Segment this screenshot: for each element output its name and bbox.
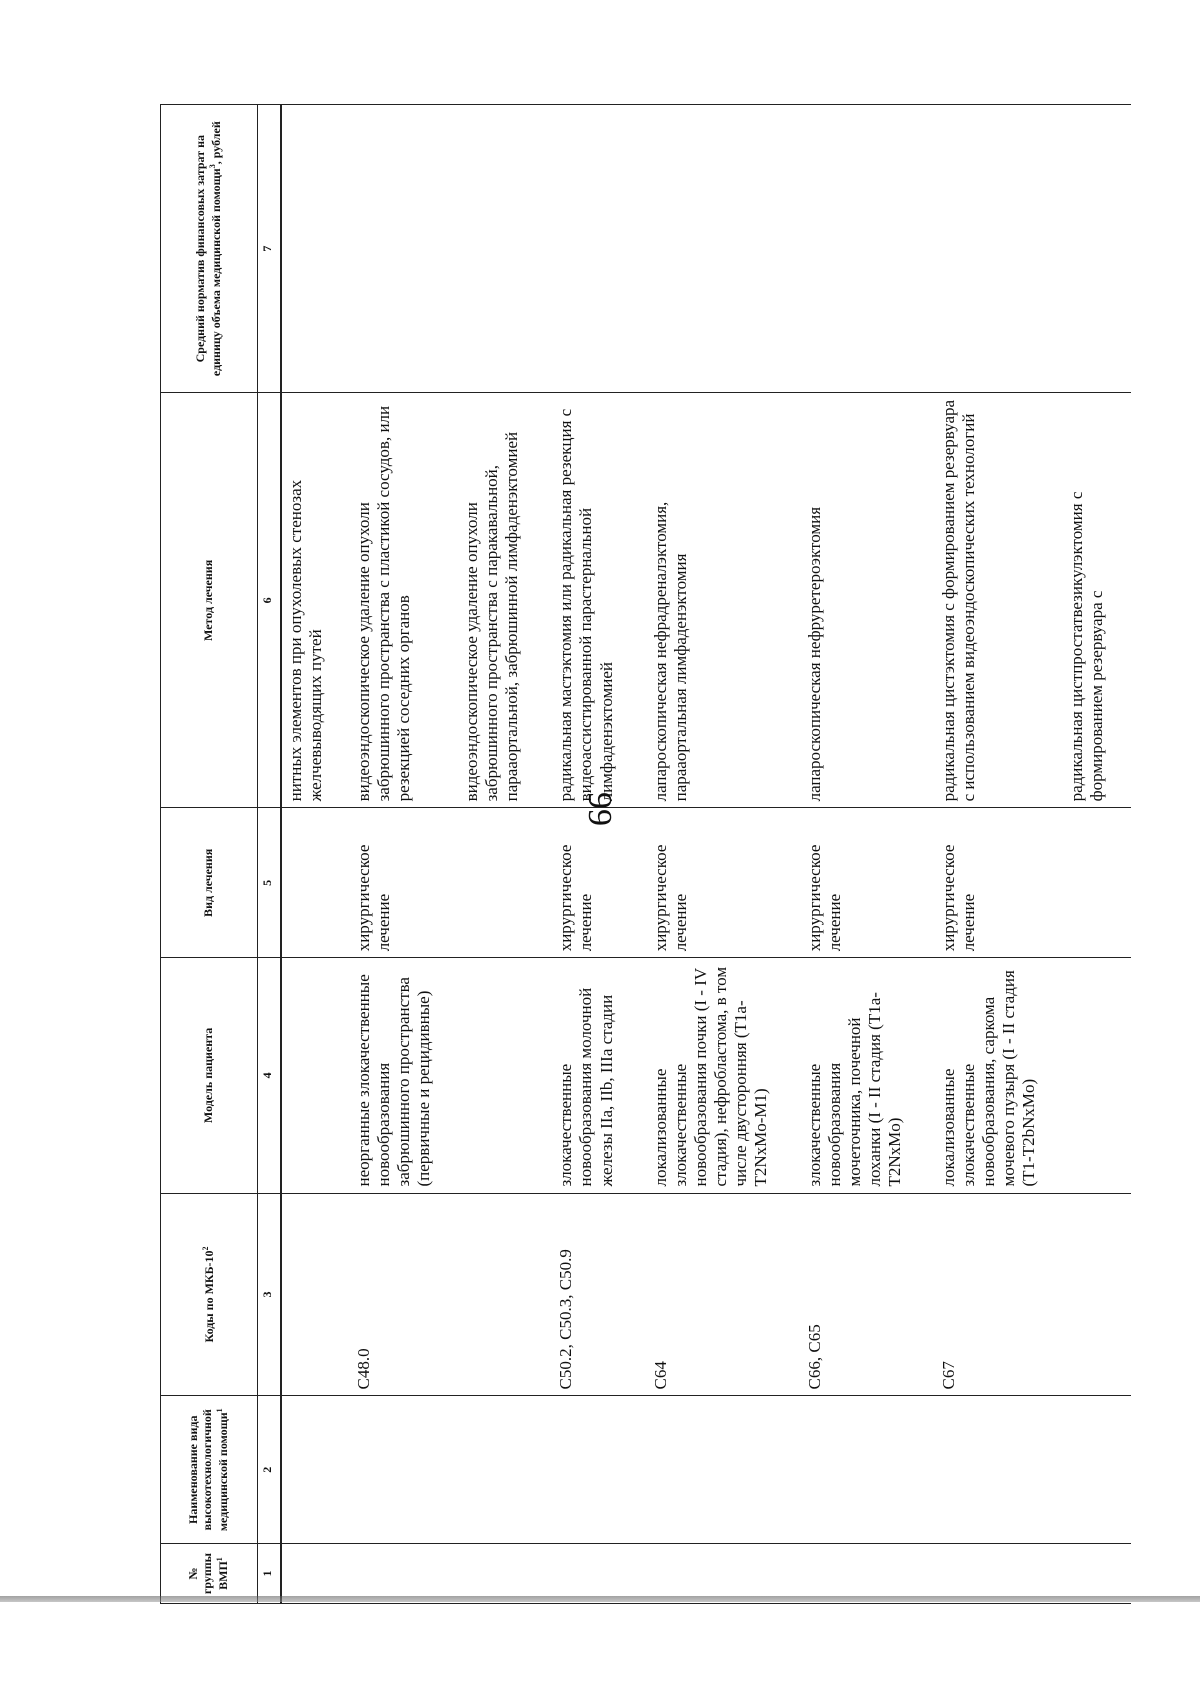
- cell-type: хирургическое лечение: [935, 808, 1063, 958]
- cell-codes: C64: [647, 1193, 801, 1396]
- header-row: [161, 105, 258, 1604]
- cell-type: хирургическое лечение: [552, 808, 646, 958]
- table-row: [458, 105, 552, 1604]
- column-number-row: [258, 105, 282, 1604]
- cell-model: локализованные злокачественные новообразования, саркома мочевого пузыря (I - II стадия (T1-T2bNxMo): [935, 958, 1063, 1193]
- cell-group: [350, 1544, 458, 1604]
- header-vmp-name: Наименование вида высокотехнологичной медицинской помощи$^1$: [161, 1396, 258, 1544]
- cell-method: лапароскопическая нефруретероэктомия: [801, 393, 935, 808]
- cell-name: [281, 1396, 350, 1544]
- table-row: [552, 105, 646, 1604]
- cell-codes: C66, C65: [801, 1193, 935, 1396]
- cell-codes: C50.2, C50.3, C50.9: [552, 1193, 646, 1396]
- cell-method: видеоэндоскопическое удаление опухоли забрюшинного пространства с паракавальной, парааортальной, забрюшинной лимфаденэктомией: [458, 393, 552, 808]
- cell-model: [1063, 958, 1131, 1193]
- column-number: 2: [258, 1396, 282, 1544]
- cell-cost: [552, 105, 646, 393]
- header-patient-model: Модель пациента: [161, 958, 258, 1193]
- column-number: 6: [258, 393, 282, 808]
- cell-type: хирургическое лечение: [647, 808, 801, 958]
- header-treatment-method: Метод лечения: [161, 393, 258, 808]
- cell-group: [935, 1544, 1063, 1604]
- cell-method: радикальная цистэктомия с формированием резервуара с использованием видеоэндоскопических технологий: [935, 393, 1063, 808]
- header-group-number: № группы ВМП$^1$: [161, 1544, 258, 1604]
- cell-name: [350, 1396, 458, 1544]
- cell-group: [801, 1544, 935, 1604]
- cell-model: [458, 958, 552, 1193]
- cell-name: [458, 1396, 552, 1544]
- cell-type: хирургическое лечение: [801, 808, 935, 958]
- cell-method: видеоэндоскопическое удаление опухоли забрюшинного пространства с пластикой сосудов, или резекцией соседних органов: [350, 393, 458, 808]
- cell-method: нитных элементов при опухолевых стенозах желчевыводящих путей: [281, 393, 350, 808]
- cell-name: [552, 1396, 646, 1544]
- rotated-table-container: [160, 104, 1200, 1604]
- table-row: [1063, 105, 1131, 1604]
- cell-group: [552, 1544, 646, 1604]
- cell-model: неорганные злокачественные новообразования забрюшинного пространства (первичные и рецидивные): [350, 958, 458, 1193]
- cell-cost: [281, 105, 350, 393]
- vmp-table: [160, 104, 1131, 1604]
- column-number: 1: [258, 1544, 282, 1604]
- cell-model: злокачественные новообразования молочной железы IIa, IIb, IIIa стадии: [552, 958, 646, 1193]
- cell-method: радикальная мастэктомия или радикальная резекция с видеоассистированной парастернальной лимфаденэктомией: [552, 393, 646, 808]
- cell-codes: [281, 1193, 350, 1396]
- column-number: 3: [258, 1193, 282, 1396]
- column-number: 4: [258, 958, 282, 1193]
- cell-type: хирургическое лечение: [350, 808, 458, 958]
- page-number: 99: [581, 792, 618, 826]
- cell-cost: [458, 105, 552, 393]
- table-row: [647, 105, 801, 1604]
- column-number: 7: [258, 105, 282, 393]
- cell-type: [458, 808, 552, 958]
- cell-method: лапароскопическая нефрадреналэктомия, парааортальная лимфаденэктомия: [647, 393, 801, 808]
- cell-type: [1063, 808, 1131, 958]
- cell-model: [281, 958, 350, 1193]
- cell-cost: [801, 105, 935, 393]
- cell-model: локализованные злокачественные новообразования почки (I - IV стадия), нефробластома, в том числе двусторонняя (T1a-T2NxMo-M1): [647, 958, 801, 1193]
- cell-group: [281, 1544, 350, 1604]
- table-row: [801, 105, 935, 1604]
- table-row: [935, 105, 1063, 1604]
- cell-cost: [935, 105, 1063, 393]
- cell-model: злокачественные новообразования мочеточника, почечной лоханки (I - II стадия (T1a-T2NxMo): [801, 958, 935, 1193]
- cell-method: радикальная цистпростатвезикулэктомия с формированием резервуара с: [1063, 393, 1131, 808]
- cell-name: [647, 1396, 801, 1544]
- cell-name: [1063, 1396, 1131, 1544]
- cell-cost: [647, 105, 801, 393]
- table-row: [281, 105, 350, 1604]
- cell-codes: [458, 1193, 552, 1396]
- cell-type: [281, 808, 350, 958]
- cell-codes: [1063, 1193, 1131, 1396]
- cell-name: [801, 1396, 935, 1544]
- cell-cost: [1063, 105, 1131, 393]
- scan-edge-shadow: [0, 1596, 1200, 1602]
- table-row: [350, 105, 458, 1604]
- column-number: 5: [258, 808, 282, 958]
- cell-name: [935, 1396, 1063, 1544]
- cell-cost: [350, 105, 458, 393]
- cell-group: [458, 1544, 552, 1604]
- cell-codes: C48.0: [350, 1193, 458, 1396]
- cell-group: [1063, 1544, 1131, 1604]
- header-cost-standard: Средний норматив финансовых затрат на единицу объема медицинской помощи$^3$, рублей: [161, 105, 258, 393]
- cell-codes: C67: [935, 1193, 1063, 1396]
- header-treatment-type: Вид лечения: [161, 808, 258, 958]
- cell-group: [647, 1544, 801, 1604]
- header-icd-codes: Коды по МКБ-$10^2$: [161, 1193, 258, 1396]
